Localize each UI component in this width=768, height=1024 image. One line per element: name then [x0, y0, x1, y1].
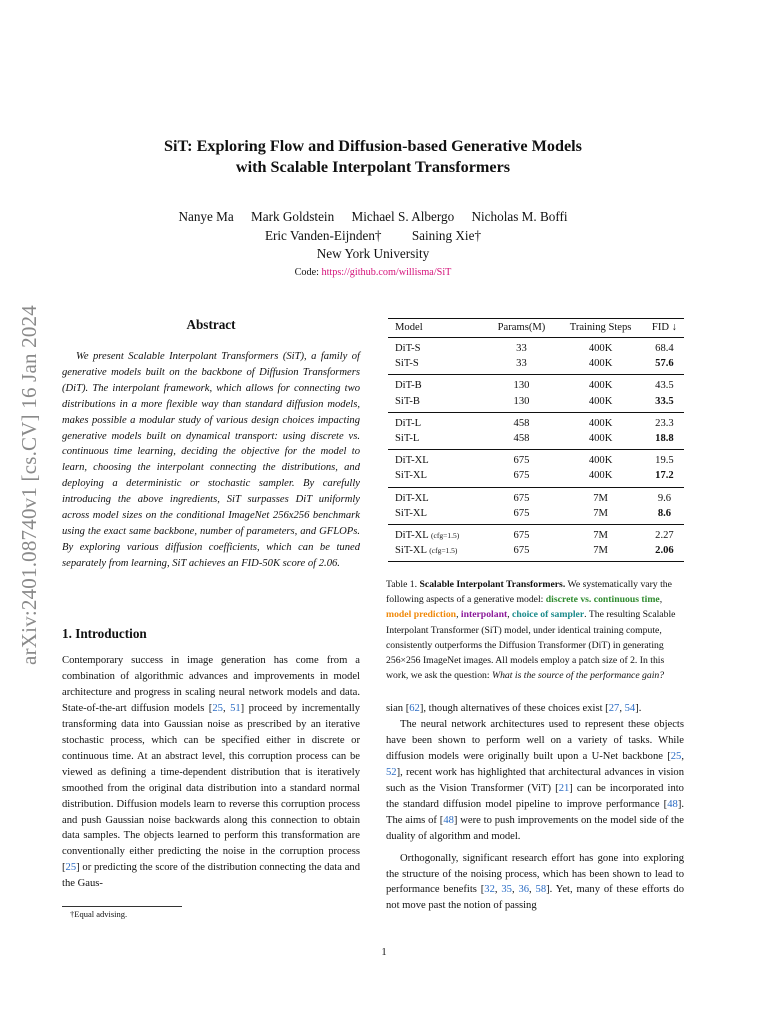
caption-key-prediction: model prediction: [386, 609, 457, 621]
citation-link[interactable]: 52: [386, 766, 397, 778]
intro-heading: 1. Introduction: [62, 626, 147, 641]
model-name: DiT-XL: [395, 530, 429, 542]
cell-fid: 18.8: [645, 431, 684, 450]
col-header-params: Params(M): [487, 319, 557, 338]
abstract-heading: Abstract: [186, 317, 236, 332]
model-name: DiT-L: [395, 417, 422, 429]
citation-link[interactable]: 35: [501, 884, 512, 896]
table-caption: [386, 577, 684, 683]
cell-steps: 400K: [556, 468, 645, 487]
text: ] were to push improvements on the model side of the duality of algorithm and model.: [386, 814, 684, 842]
text: ], though alternatives of these choices exist [: [419, 703, 609, 714]
cell-params: 675: [487, 543, 557, 562]
cell-steps: 400K: [556, 394, 645, 413]
cell-steps: 400K: [588, 343, 613, 354]
table-row: [388, 506, 684, 525]
cell-fid: 23.3: [655, 417, 674, 429]
cell-params: 33: [516, 343, 527, 354]
text: Contemporary success in image generation has come from a combination of algorithmic advances and improvements in model architecture and progress in scaling neural network models and data. State-of-the-art diffusion models [: [62, 655, 360, 714]
table-body: [388, 338, 684, 562]
text: Orthogonally, significant research effort has gone into exploring the structure of the noising process, which has been shown to lead to performance benefits [: [386, 852, 684, 896]
citation-link[interactable]: 25: [65, 862, 77, 874]
citation-link[interactable]: 58: [535, 884, 547, 896]
citation-link[interactable]: 25: [670, 750, 682, 762]
citation-link[interactable]: 21: [558, 782, 570, 794]
intro-paragraph: Contemporary success in image generation has come from a combination of algorithmic advances and improvements in model architecture and progress in scaling neural network models and data. State-of-the-art diffusion models [25, 51] proceed by incrementally transforming data into Gaussian noise as prescribed by an iterative stochastic process, which can be specified either in discrete or continuous time. At an abstract level, this corruption process can be viewed as defining a time-dependent distribution that is iteratively smoothed from the original data distribution into a standard normal distribution. Diffusion models learn to reverse this corruption process and push Gaussian noise backwards along this connection to obtain data samples. The objects learned to perform this transformation are conventionally either predicting the noise in the corruption process [25] or predicting the score of the distribution connecting the data and the Gaus-: [62, 655, 361, 890]
citation-link[interactable]: 51: [230, 702, 241, 714]
col-header-fid: FID ↓: [645, 319, 684, 338]
title-line-1: SiT: Exploring Flow and Diffusion-based Generative Models: [164, 137, 582, 155]
table-row: [388, 487, 684, 506]
results-table: [388, 318, 684, 562]
cell-params: 130: [487, 394, 557, 413]
cell-fid: 43.5: [655, 380, 674, 392]
text: sian [: [386, 703, 410, 714]
cell-model: [388, 338, 487, 357]
right-column-text: [386, 701, 684, 914]
model-name: SiT-XL: [395, 507, 427, 519]
cell-params: 33: [487, 356, 557, 375]
text: We systematically vary the following aspects of a generative model:: [386, 579, 672, 606]
text: The neural network architectures used to represent these objects have been shown to perform well on a variety of tasks. While diffusion models were originally built upon a U-Net backbone [: [386, 718, 684, 762]
cell-fid: 9.6: [657, 492, 672, 504]
cell-model: [388, 375, 487, 394]
cell-model: [388, 468, 487, 487]
caption-key-interpolant: interpolant: [460, 609, 508, 621]
cell-steps: 7M: [593, 492, 608, 504]
code-label: Code:: [294, 267, 319, 278]
citation-link[interactable]: 32: [484, 884, 495, 896]
citation-link[interactable]: 54: [624, 703, 636, 714]
model-name: SiT-XL: [395, 470, 427, 482]
arxiv-identifier: arXiv:2401.08740v1 [cs.CV] 16 Jan 2024: [17, 305, 41, 665]
code-line: [80, 267, 666, 278]
text: ].: [635, 703, 642, 714]
model-name: SiT-S: [395, 358, 419, 370]
model-name: DiT-XL: [395, 492, 429, 504]
paragraph: sian [62], though alternatives of these choices exist [27, 54].: [386, 703, 642, 714]
author: Mark Goldstein: [251, 209, 335, 224]
paragraph: The neural network architectures used to represent these objects have been shown to perform well on a variety of tasks. While diffusion models were originally built upon a U-Net backbone [25, 52], recent work has highlighted that architectural advances in vision such as the Vision Transformer (ViT) [21] can be incorporated into the standard diffusion model pipeline to improve performance [48]. The aims of [48] were to push improvements on the model side of the duality of algorithm and model.: [386, 718, 684, 842]
cell-fid: 57.6: [645, 356, 684, 375]
paper-title: [80, 136, 666, 178]
table-row: [388, 468, 684, 487]
cell-fid: 8.6: [645, 506, 684, 525]
col-header-steps: Training Steps: [556, 319, 645, 338]
authors-line-1: [80, 209, 666, 225]
model-name: SiT-B: [395, 395, 420, 407]
model-name: SiT-L: [395, 433, 420, 445]
cell-model: [388, 487, 487, 506]
cell-fid: 68.4: [655, 343, 674, 354]
cell-params: 675: [513, 492, 530, 504]
cell-steps: 400K: [588, 455, 613, 467]
table-row: [388, 375, 684, 394]
author: Nicholas M. Boffi: [471, 209, 568, 224]
author: Eric Vanden-Eijnden†: [264, 228, 382, 243]
table-row: [388, 412, 684, 431]
text: ] or predicting the score of the distribution connecting the data and the Gaus-: [62, 862, 360, 890]
table-header-row: [388, 319, 684, 338]
table-row: [388, 525, 684, 544]
cell-model: [388, 525, 487, 544]
cell-params: 675: [513, 455, 530, 467]
cell-fid: 33.5: [645, 394, 684, 413]
caption-key-sampler: choice of sampler: [512, 609, 585, 621]
cell-steps: 400K: [588, 417, 613, 429]
author: Nanye Ma: [178, 209, 234, 224]
table-row: [388, 543, 684, 562]
footnote: †Equal advising.: [70, 909, 128, 919]
text: ] proceed by incrementally transforming data into Gaussian noise as prescribed by an iterative stochastic process, which can be specified either in discrete or continuous time. At an abstract level, this corruption process can be viewed as defining a time-dependent distribution that is iteratively smoothed from the original data distribution into a standard normal distribution. Diffusion models learn to reverse this corruption process and push Gaussian noise backwards along this connection to obtain data samples. The objects learned to perform this transformation are conventionally either predicting the noise in the corruption process [: [62, 702, 361, 874]
author: Michael S. Albergo: [351, 209, 455, 224]
cell-model: [388, 394, 487, 413]
table-row: [388, 394, 684, 413]
text: ], recent work has highlighted that architectural advances in vision such as the Vision Transformer (ViT) [: [386, 766, 684, 794]
table-row: [388, 338, 684, 357]
authors-line-2: [80, 228, 666, 244]
author: Saining Xie†: [411, 228, 482, 243]
cell-steps: 7M: [556, 506, 645, 525]
model-config: (cfg=1.5): [429, 546, 458, 556]
table-row: [388, 450, 684, 469]
cell-steps: 400K: [588, 380, 613, 392]
caption-question: What is the source of the performance gain?: [492, 670, 665, 682]
cell-params: 130: [513, 380, 530, 392]
citation-link[interactable]: 48: [667, 798, 678, 810]
caption-key-time: discrete vs. continuous time: [545, 594, 660, 606]
cell-fid: 19.5: [655, 455, 674, 467]
cell-model: [388, 356, 487, 375]
col-header-model: Model: [388, 319, 487, 338]
cell-model: [388, 412, 487, 431]
cell-params: 675: [513, 530, 530, 542]
text: ,: [456, 609, 461, 621]
affiliation: New York University: [316, 246, 430, 261]
citation-link[interactable]: 48: [443, 814, 454, 826]
cell-params: 675: [487, 506, 557, 525]
title-line-2: with Scalable Interpolant Transformers: [235, 158, 511, 176]
page-number: 1: [381, 947, 387, 958]
text: ,: [507, 609, 513, 621]
cell-fid: 2.06: [645, 543, 684, 562]
cell-steps: 400K: [556, 431, 645, 450]
model-name: DiT-B: [395, 380, 422, 392]
cell-model: [388, 543, 487, 562]
text: ] can be incorporated into the standard diffusion model pipeline to improve performance [: [386, 782, 684, 810]
model-name: SiT-XL: [395, 545, 427, 557]
cell-model: [388, 506, 487, 525]
cell-steps: 400K: [556, 356, 645, 375]
cell-params: 458: [487, 431, 557, 450]
cell-params: 675: [487, 468, 557, 487]
text: ]. Yet, many of these efforts do not move past the notion of passing: [386, 884, 685, 912]
cell-steps: 7M: [556, 543, 645, 562]
footnote-divider: [62, 906, 182, 907]
model-name: DiT-S: [395, 343, 421, 354]
caption-title: Scalable Interpolant Transformers.: [419, 579, 566, 590]
table-row: [388, 356, 684, 375]
caption-label: Table 1.: [386, 579, 418, 590]
paragraph: Orthogonally, significant research effort has gone into exploring the structure of the noising process, which has been shown to lead to performance benefits [32, 35, 36, 58]. Yet, many of these efforts do not move past the notion of passing: [386, 852, 685, 912]
model-config: (cfg=1.5): [431, 531, 460, 541]
text: . The resulting Scalable Interpolant Transformer (SiT) model, under identical training compute, consistently outperforms the Diffusion Transformer (DiT) in generating 256×256 ImageNet images. All models employ a patch size of 2. In this work, we ask the question:: [386, 609, 676, 682]
citation-link[interactable]: 36: [518, 884, 530, 896]
text: ]. The aims of [: [386, 798, 684, 826]
cell-params: 458: [513, 417, 530, 429]
cell-model: [388, 431, 487, 450]
code-link[interactable]: https://github.com/willisma/SiT: [321, 267, 452, 278]
table-row: [388, 431, 684, 450]
cell-steps: 7M: [593, 530, 608, 542]
citation-link[interactable]: 27: [608, 703, 620, 714]
cell-fid: 17.2: [645, 468, 684, 487]
citation-link[interactable]: 25: [212, 702, 223, 714]
cell-fid: 2.27: [655, 530, 674, 542]
text: ,: [659, 594, 663, 606]
abstract-text: We present Scalable Interpolant Transformers (SiT), a family of generative models built on the backbone of Diffusion Transformers (DiT). The interpolant framework, which allows for connecting two distributions in a more flexible way than standard diffusion models, makes possible a modular study of various design choices impacting generative models built on dynamical transport: using discrete vs. continuous time learning, deciding the objective for the model to learn, choosing the interpolant connecting the distributions, and deploying a deterministic or stochastic sampler. By carefully introducing the above ingredients, SiT surpasses DiT uniformly across model sizes on the conditional ImageNet 256x256 benchmark using the exact same backbone, number of parameters, and GFLOPs. By exploring various diffusion coefficients, which can be tuned separately from learning, SiT achieves an FID-50K score of 2.06.: [62, 351, 360, 569]
model-name: DiT-XL: [395, 455, 429, 467]
cell-model: [388, 450, 487, 469]
citation-link[interactable]: 62: [409, 703, 420, 714]
